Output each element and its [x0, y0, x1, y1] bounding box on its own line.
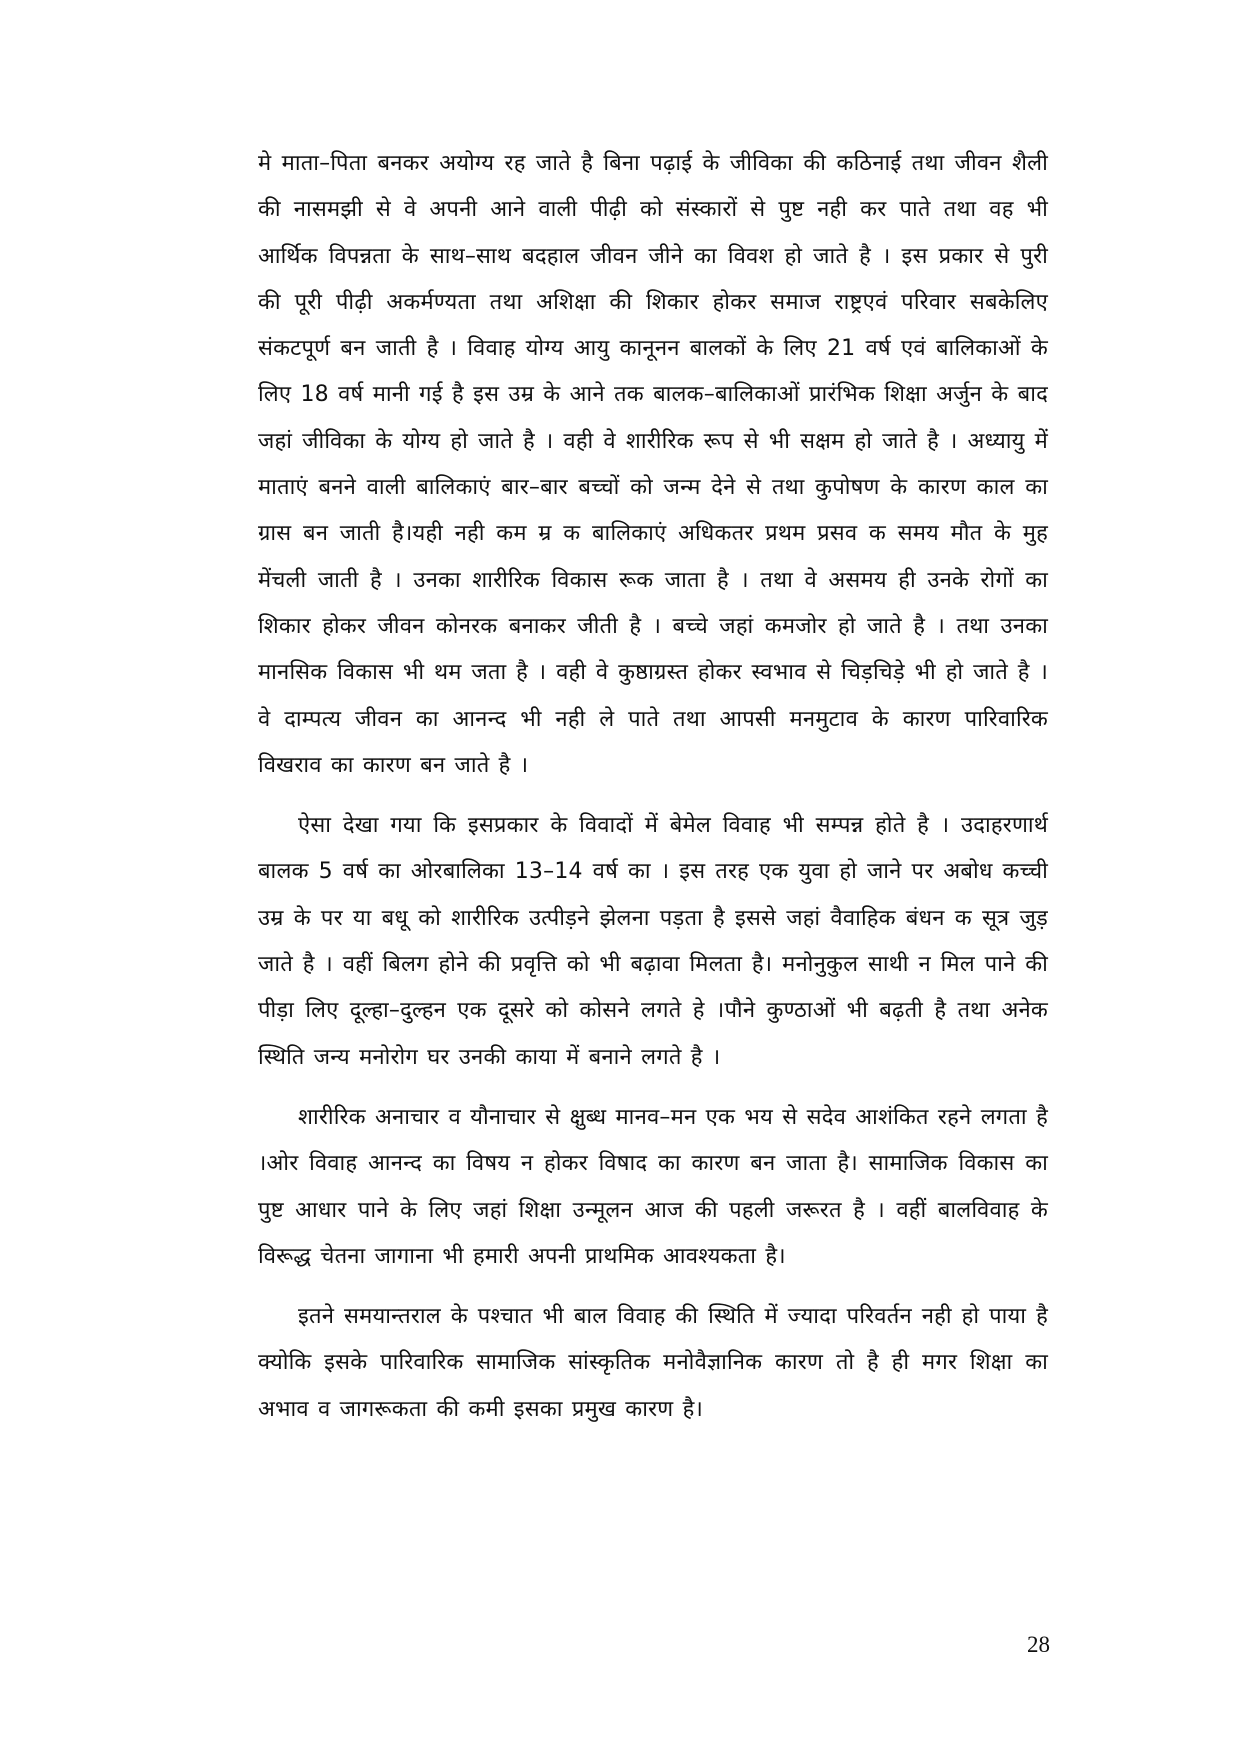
- paragraph-1: मे माता–पिता बनकर अयोग्य रह जाते है बिना पढ़ाई के जीविका की कठिनाई तथा जीवन शैली की नासमझी से वे अपनी आने वाली पीढ़ी को संस्कारों से पुष्ट नही कर पाते तथा वह भी आर्थिक विपन्नता के साथ–साथ बदहाल जीवन जीने का विवश हो जाते है । इस प्रकार से पुरी की पूरी पीढ़ी अकर्मण्यता तथा अशिक्षा की शिकार होकर समाज राष्ट्रएवं परिवार सबकेलिए संकटपूर्ण बन जाती है । विवाह योग्य आयु कानूनन बालकों के लिए 21 वर्ष एवं बालिकाओं के लिए 18 वर्ष मानी गई है इस उम्र के आने तक बालक–बालिकाओं प्रारंभिक शिक्षा अर्जुन के बाद जहां जीविका के योग्य हो जाते है । वही वे शारीरिक रूप से भी सक्षम हो जाते है । अध्यायु में माताएं बनने वाली बालिकाएं बार–बार बच्चों को जन्म देने से तथा कुपोषण के कारण काल का ग्रास बन जाती है।यही नही कम म्र क बालिकाएं अधिकतर प्रथम प्रसव क समय मौत के मुह मेंचली जाती है । उनका शारीरिक विकास रूक जाता है । तथा वे असमय ही उनके रोगों का शिकार होकर जीवन कोनरक बनाकर जीती है । बच्चे जहां कमजोर हो जाते है । तथा उनका मानसिक विकास भी थम जता है । वही वे कुष्ठाग्रस्त होकर स्वभाव से चिड़चिड़े भी हो जाते है । वे दाम्पत्य जीवन का आनन्द भी नही ले पाते तथा आपसी मनमुटाव के कारण पारिवारिक विखराव का कारण बन जाते है ।: [258, 151, 1048, 778]
- paragraph-4: इतने समयान्तराल के पश्चात भी बाल विवाह की स्थिति में ज्यादा परिवर्तन नही हो पाया है क्योकि इसके पारिवारिक सामाजिक सांस्कृतिक मनोवैज्ञानिक कारण तो है ही मगर शिक्षा का अभाव व जागरूकता की कमी इसका प्रमुख कारण है।: [258, 1304, 1048, 1422]
- paragraph-2: ऐसा देखा गया कि इसप्रकार के विवादों में बेमेल विवाह भी सम्पन्न होते है । उदाहरणार्थ बालक 5 वर्ष का ओरबालिका 13–14 वर्ष का । इस तरह एक युवा हो जाने पर अबोध कच्ची उम्र के पर या बधू को शारीरिक उत्पीड़ने झेलना पड़ता है इससे जहां वैवाहिक बंधन क सूत्र जुड़ जाते है । वहीं बिलग होने की प्रवृत्ति को भी बढ़ावा मिलता है। मनोनुकुल साथी न मिल पाने की पीड़ा लिए दूल्हा–दुल्हन एक दूसरे को कोसने लगते हे ।पौने कुण्ठाओं भी बढ़ती है तथा अनेक स्थिति जन्य मनोरोग घर उनकी काया में बनाने लगते है ।: [258, 813, 1048, 1070]
- body-text: [258, 141, 1048, 1433]
- paragraph-3: शारीरिक अनाचार व यौनाचार से क्षुब्ध मानव–मन एक भय से सदेव आशंकित रहने लगता है ।ओर विवाह आनन्द का विषय न होकर विषाद का कारण बन जाता है। सामाजिक विकास का पुष्ट आधार पाने के लिए जहां शिक्षा उन्मूलन आज की पहली जरूरत है । वहीं बालविवाह के विरूद्ध चेतना जागाना भी हमारी अपनी प्राथमिक आवश्यकता है।: [258, 1104, 1048, 1269]
- page-number: 28: [1027, 1632, 1050, 1657]
